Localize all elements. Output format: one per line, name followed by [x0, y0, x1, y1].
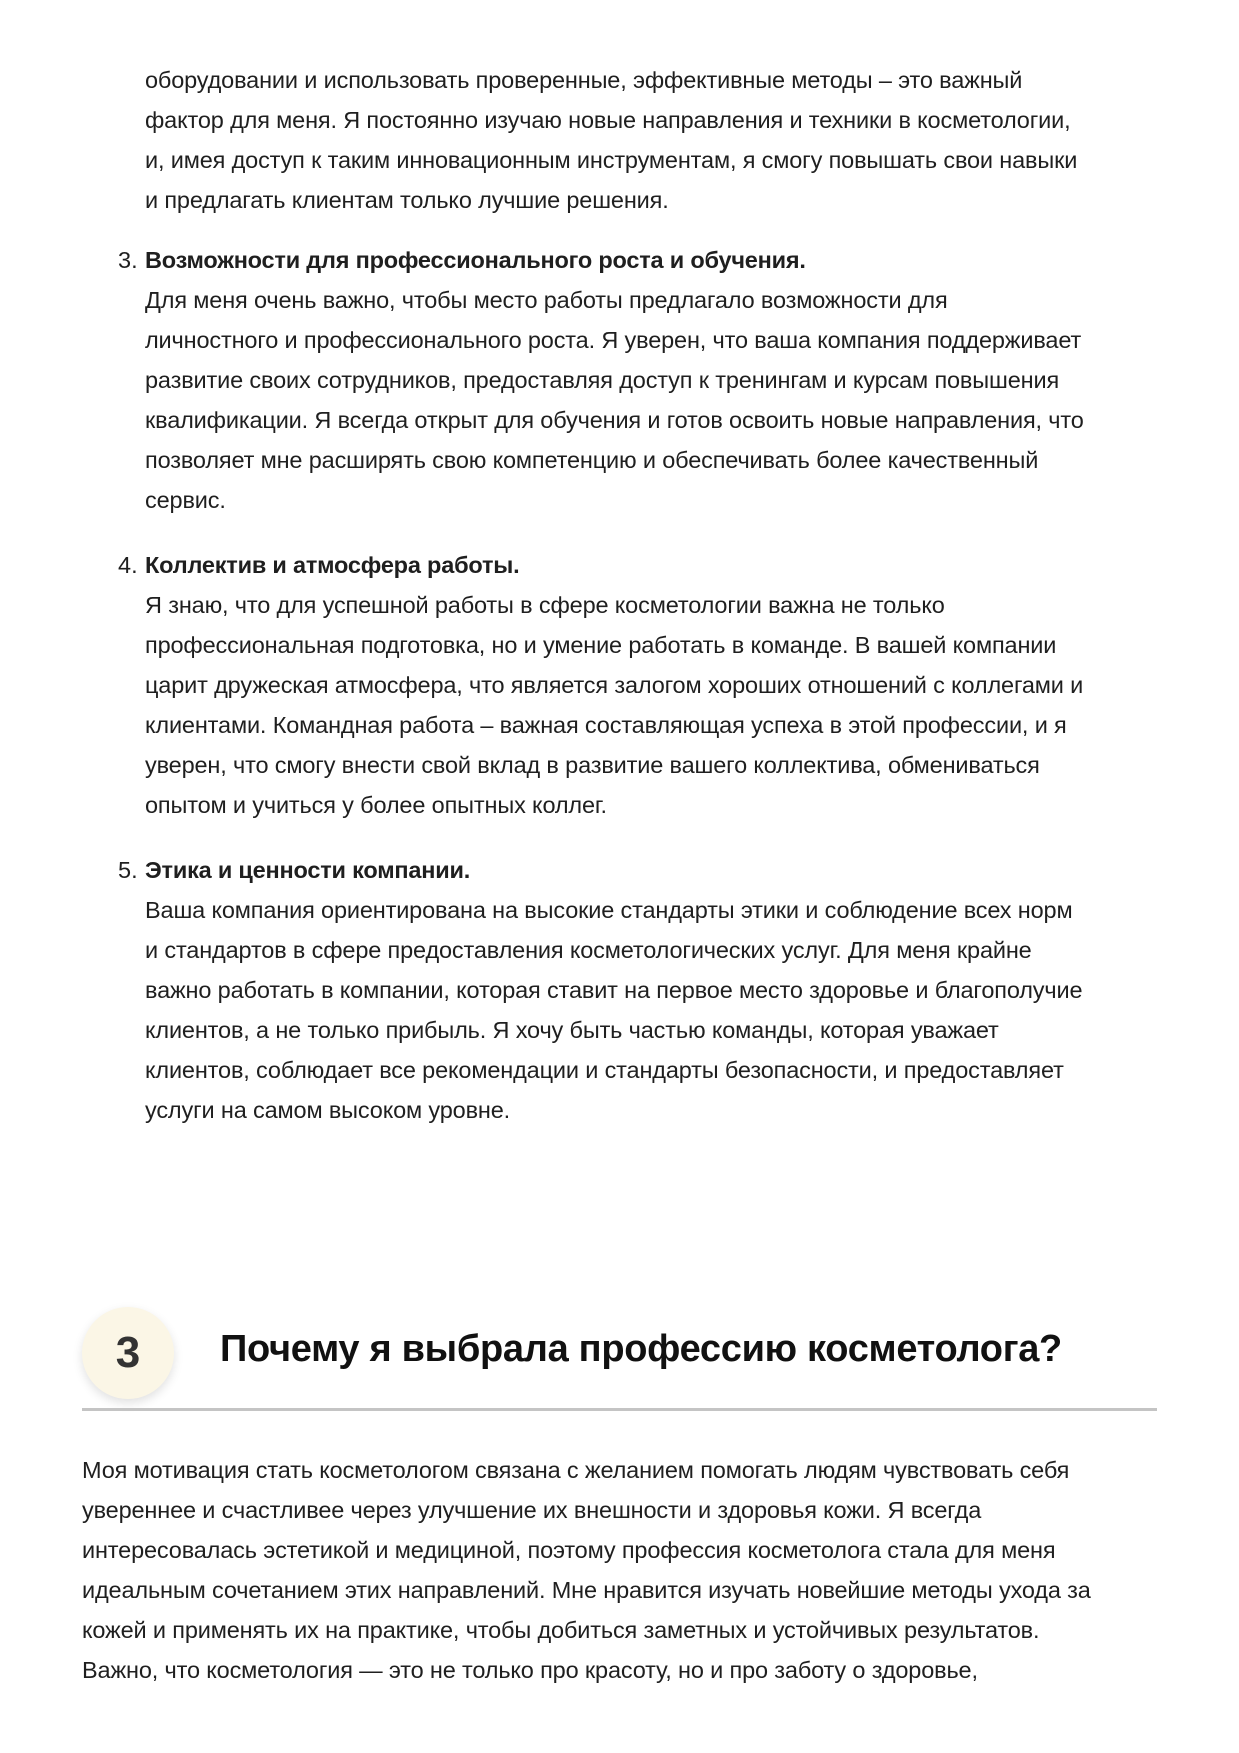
text-line: клиентов, соблюдает все рекомендации и стандарты безопасности, и предоставляет — [145, 1057, 1064, 1083]
text-line: царит дружеская атмосфера, что является залогом хороших отношений с коллегами и — [145, 672, 1084, 698]
text-line: клиентов, а не только прибыль. Я хочу быть частью команды, которая уважает — [145, 1017, 999, 1043]
continued-list-item-text — [145, 60, 1165, 220]
list-item-number: 5. — [118, 857, 138, 883]
text-line: увереннее и счастливее через улучшение их внешности и здоровья кожи. Я всегда — [82, 1497, 982, 1523]
text-line: фактор для меня. Я постоянно изучаю новые направления и техники в косметологии, — [145, 107, 1071, 133]
list-item-body — [118, 890, 1178, 1130]
text-line: Я знаю, что для успешной работы в сфере косметологии важна не только — [145, 592, 945, 618]
text-line: интересовалась эстетикой и медициной, поэтому профессия косметолога стала для меня — [82, 1537, 1056, 1563]
text-line: клиентами. Командная работа – важная составляющая успеха в этой профессии, и я — [145, 712, 1067, 738]
list-item-title: Возможности для профессионального роста и обучения. — [145, 247, 806, 273]
text-line: идеальным сочетанием этих направлений. Мне нравится изучать новейшие методы ухода за — [82, 1577, 1091, 1603]
list-item-body — [118, 280, 1178, 520]
section-title: Почему я выбрала профессию косметолога? — [220, 1328, 1062, 1370]
text-line: позволяет мне расширять свою компетенцию и обеспечивать более качественный — [145, 447, 1039, 473]
text-line: Для меня очень важно, чтобы место работы предлагало возможности для — [145, 287, 948, 313]
text-line: важно работать в компании, которая ставит на первое место здоровье и благополучие — [145, 977, 1083, 1003]
list-item-heading — [118, 850, 1178, 890]
section-number-badge: 3 — [82, 1307, 174, 1399]
text-line: услуги на самом высоком уровне. — [145, 1097, 511, 1123]
list-item-ethics — [118, 850, 1178, 1130]
text-line: Ваша компания ориентирована на высокие стандарты этики и соблюдение всех норм — [145, 897, 1073, 923]
section-paragraph — [82, 1450, 1162, 1690]
text-line: Моя мотивация стать косметологом связана с желанием помогать людям чувствовать себя — [82, 1457, 1070, 1483]
list-item-body — [118, 585, 1178, 825]
list-item-team — [118, 545, 1178, 825]
text-line: уверен, что смогу внести свой вклад в развитие вашего коллектива, обмениваться — [145, 752, 1040, 778]
list-item-number: 3. — [118, 247, 138, 273]
text-line: квалификации. Я всегда открыт для обучения и готов освоить новые направления, что — [145, 407, 1084, 433]
text-line: оборудовании и использовать проверенные, эффективные методы – это важный — [145, 67, 1023, 93]
text-line: кожей и применять их на практике, чтобы добиться заметных и устойчивых результатов. — [82, 1617, 1040, 1643]
list-item-title: Коллектив и атмосфера работы. — [145, 552, 520, 578]
text-line: и, имея доступ к таким инновационным инструментам, я смогу повышать свои навыки — [145, 147, 1078, 173]
list-item-growth — [118, 240, 1178, 520]
list-item-heading — [118, 240, 1178, 280]
section-divider — [82, 1408, 1157, 1411]
text-line: сервис. — [145, 487, 226, 513]
text-line: и стандартов в сфере предоставления косметологических услуг. Для меня крайне — [145, 937, 1032, 963]
text-line: личностного и профессионального роста. Я уверен, что ваша компания поддерживает — [145, 327, 1082, 353]
list-item-heading — [118, 545, 1178, 585]
list-item-title: Этика и ценности компании. — [145, 857, 471, 883]
text-line: профессиональная подготовка, но и умение работать в команде. В вашей компании — [145, 632, 1057, 658]
list-item-number: 4. — [118, 552, 138, 578]
text-line: развитие своих сотрудников, предоставляя доступ к тренингам и курсам повышения — [145, 367, 1060, 393]
section-header — [82, 1304, 1157, 1414]
text-line: Важно, что косметология — это не только про красоту, но и про заботу о здоровье, — [82, 1657, 978, 1683]
text-line: и предлагать клиентам только лучшие решения. — [145, 187, 669, 213]
text-line: опытом и учиться у более опытных коллег. — [145, 792, 607, 818]
